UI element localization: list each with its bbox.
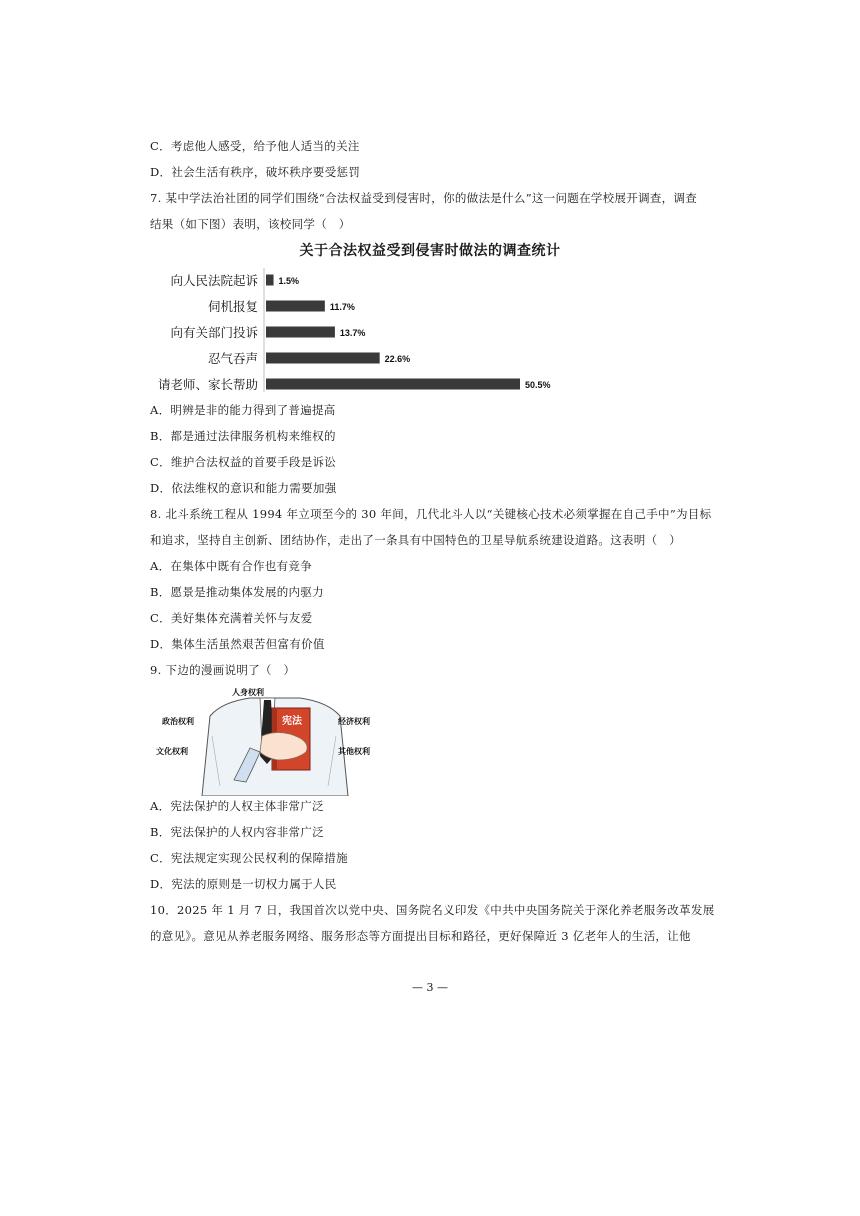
category-label: 请老师、家长帮助 <box>157 377 258 392</box>
label-personal-rights: 人身权利 <box>232 687 264 697</box>
bar <box>266 301 325 312</box>
bar <box>266 275 274 286</box>
option-c-prev: C．考虑他人感受，给予他人适当的关注 <box>150 139 360 153</box>
question-7-option-a: A．明辨是非的能力得到了普遍提高 <box>150 403 336 417</box>
value-label: 1.5% <box>278 276 300 286</box>
bar <box>266 327 335 338</box>
value-label: 22.6% <box>384 354 411 364</box>
question-7-option-b: B．都是通过法律服务机构来维权的 <box>150 429 336 443</box>
question-9-option-a: A．宪法保护的人权主体非常广泛 <box>150 799 324 813</box>
category-label: 伺机报复 <box>207 299 258 314</box>
label-cultural-rights: 文化权利 <box>156 746 188 756</box>
question-7-option-c: C．维护合法权益的首要手段是诉讼 <box>150 455 337 469</box>
constitution-cartoon <box>150 686 390 796</box>
option-d-prev: D．社会生活有秩序，破坏秩序要受惩罚 <box>150 165 361 179</box>
bar <box>266 379 520 390</box>
question-8-line-2: 和追求，坚持自主创新、团结协作，走出了一条具有中国特色的卫星导航系统建设道路。这表明（ ） <box>150 533 681 547</box>
label-other-rights: 其他权利 <box>338 746 370 756</box>
book-title: 宪法 <box>282 716 302 727</box>
question-8-option-b: B．愿景是推动集体发展的内驱力 <box>150 585 324 599</box>
value-label: 11.7% <box>329 302 355 312</box>
question-7-line-1: 7. 某中学法治社团的同学们围绕“合法权益受到侵害时，你的做法是什么”这一问题在学校展开调查，调查 <box>150 191 698 205</box>
bar <box>266 353 380 364</box>
question-9-option-b: B．宪法保护的人权内容非常广泛 <box>150 825 324 839</box>
category-label: 忍气吞声 <box>207 351 258 366</box>
survey-bar-chart <box>150 264 570 396</box>
question-9-option-d: D．宪法的原则是一切权力属于人民 <box>150 877 337 891</box>
value-label: 50.5% <box>525 380 551 390</box>
category-label: 向有关部门投诉 <box>170 325 258 340</box>
chart-title: 关于合法权益受到侵害时做法的调查统计 <box>299 243 561 259</box>
label-political-rights: 政治权利 <box>162 716 194 726</box>
question-8-option-c: C．美好集体充满着关怀与友爱 <box>150 611 313 625</box>
question-8-line-1: 8. 北斗系统工程从 1994 年立项至今的 30 年间，几代北斗人以“关键核心技术必须掌握在自己手中”为目标 <box>150 507 712 521</box>
question-9-option-c: C．宪法规定实现公民权利的保障措施 <box>150 851 348 865</box>
question-10-line-2: 的意见》。意见从养老服务网络、服务形态等方面提出目标和路径，更好保障近 3 亿老年人的生活，让他 <box>150 929 691 943</box>
question-8-option-d: D．集体生活虽然艰苦但富有价值 <box>150 637 325 651</box>
value-label: 13.7% <box>339 328 366 338</box>
question-7-line-2: 结果（如下图）表明，该校同学（ ） <box>150 217 351 231</box>
question-8-option-a: A．在集体中既有合作也有竞争 <box>150 559 313 573</box>
question-10-line-1: 10．2025 年 1 月 7 日，我国首次以党中央、国务院名义印发《中共中央国务院关于深化养老服务改革发展 <box>150 903 715 917</box>
category-label: 向人民法院起诉 <box>170 273 258 288</box>
question-9-stem: 9. 下边的漫画说明了（ ） <box>150 663 296 677</box>
label-economic-rights: 经济权利 <box>338 716 370 726</box>
page-number: — 3 — <box>412 981 448 994</box>
question-7-option-d: D．依法维权的意识和能力需要加强 <box>150 481 337 495</box>
